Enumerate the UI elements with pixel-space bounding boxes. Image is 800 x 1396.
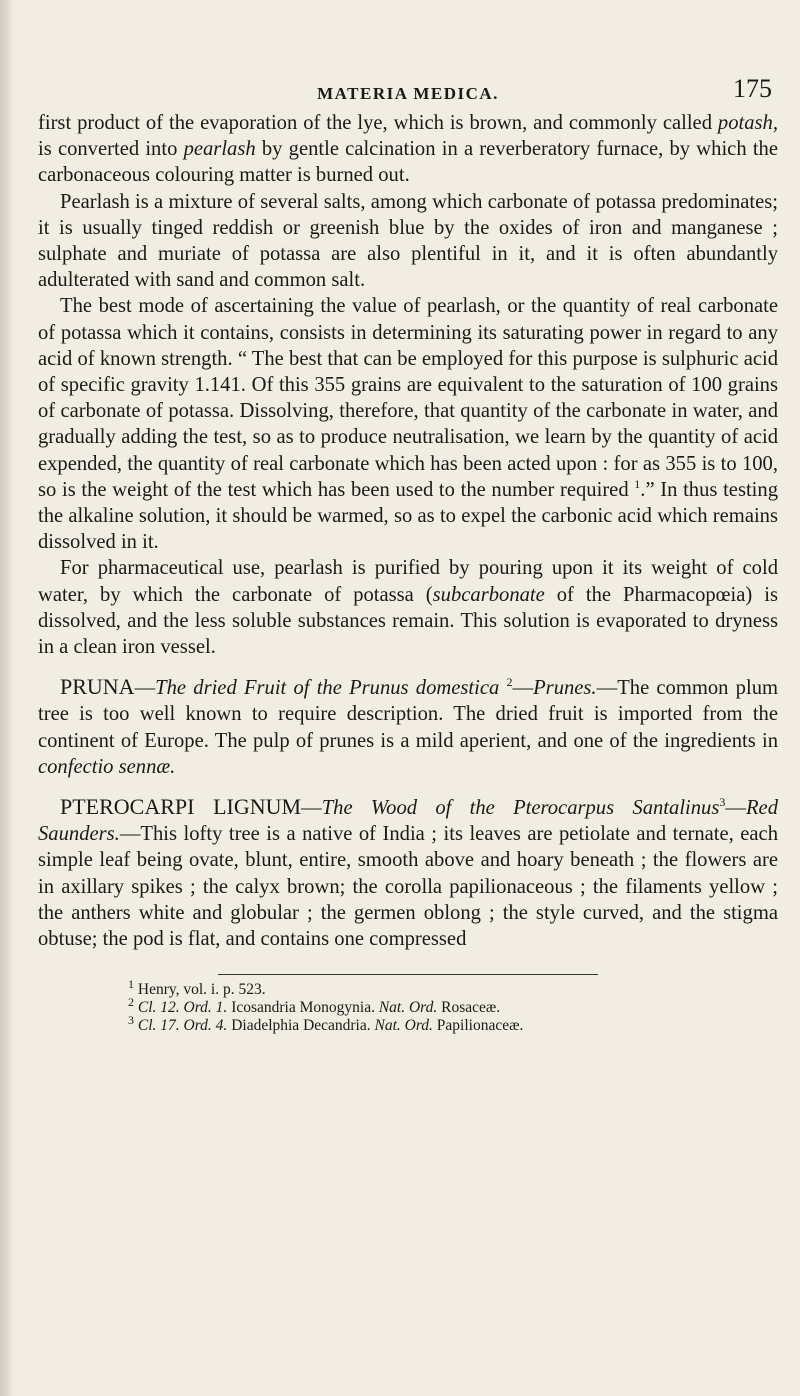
paragraph-pearlash-purification: For pharmaceutical use, pearlash is purified by pouring upon it its weight of cold water, by which the carbonate of potassa (subcarbonate of the Pharmacopœia) is dissolved, and the less soluble substances remain. This solution is evaporated to dryness in a clean iron vessel. (38, 557, 778, 659)
page-header (38, 70, 778, 110)
body-text (38, 110, 778, 952)
footnote-rule (218, 974, 598, 975)
book-page (38, 70, 778, 1035)
paragraph-pearlash-composition: Pearlash is a mixture of several salts, among which carbonate of potassa predominates; it is usually tinged reddish or greenish blue by the oxides of iron and manganese ; sulphate and muriate of potassa are also plentiful in it, and it is often abundantly adulterated with sand and common salt. (38, 190, 778, 292)
footnote-1: $^1$ Henry, vol. i. p. 523. (128, 977, 266, 999)
paragraph-pearlash-testing: The best mode of ascertaining the value of pearlash, or the quantity of real carbonate of potassa which it contains, consists in determining its saturating power in regard to any acid of known strength. “ The best that can be employed for this purpose is sulphuric acid of specific gravity 1.141. Of this 355 grains are equivalent to the saturation of 100 grains of carbonate of potassa. Dissolving, therefore, that quantity of the carbonate in water, and gradually adding the test, so as to produce neutralisation, we learn by the quantity of acid expended, the quantity of real carbonate which has been acted upon : for as 355 is to 100, so is the weight of the test which has been used to the number required $^1$.” In thus testing the alkaline solution, it should be warmed, so as to expel the carbonic acid which remains dissolved in it. (38, 295, 778, 554)
footnote-2: $^2$ Cl. 12. Ord. 1. Icosandria Monogynia. Nat. Ord. Rosaceæ. (128, 995, 501, 1017)
page-number: 175 (733, 74, 772, 103)
footnotes (38, 977, 778, 1035)
entry-title: PTEROCARPI LIGNUM (60, 794, 302, 820)
page-binding-shadow (0, 0, 14, 1396)
entry-title: PRUNA (60, 674, 135, 700)
paragraph-potash: first product of the evaporation of the lye, which is brown, and commonly called potash, is converted into pearlash by gentle calcination in a reverberatory furnace, by which the carbonaceous colouring matter is burned out. (38, 112, 778, 187)
entry-pruna: PRUNA—The dried Fruit of the Prunus domestica $^2$—Prunes.—The common plum tree is too well known to require description. The dried fruit is imported from the continent of Europe. The pulp of prunes is a mild aperient, and one of the ingredients in confectio sennæ. (38, 674, 779, 778)
running-head: MATERIA MEDICA. (317, 84, 499, 103)
entry-pterocarpi-lignum: PTEROCARPI LIGNUM—The Wood of the Pterocarpus Santalinus$^3$—Red Saunders.—This lofty tree is a native of India ; its leaves are petiolate and ternate, each simple leaf being ovate, blunt, entire, smooth above and hoary beneath ; the flowers are in axillary spikes ; the calyx brown; the corolla papilionaceous ; the filaments yellow ; the anthers white and globular ; the germen oblong ; the style curved, and the stigma obtuse; the pod is flat, and contains one compressed (38, 794, 778, 951)
footnote-3: $^3$ Cl. 17. Ord. 4. Diadelphia Decandria. Nat. Ord. Papilionaceæ. (128, 1013, 524, 1035)
